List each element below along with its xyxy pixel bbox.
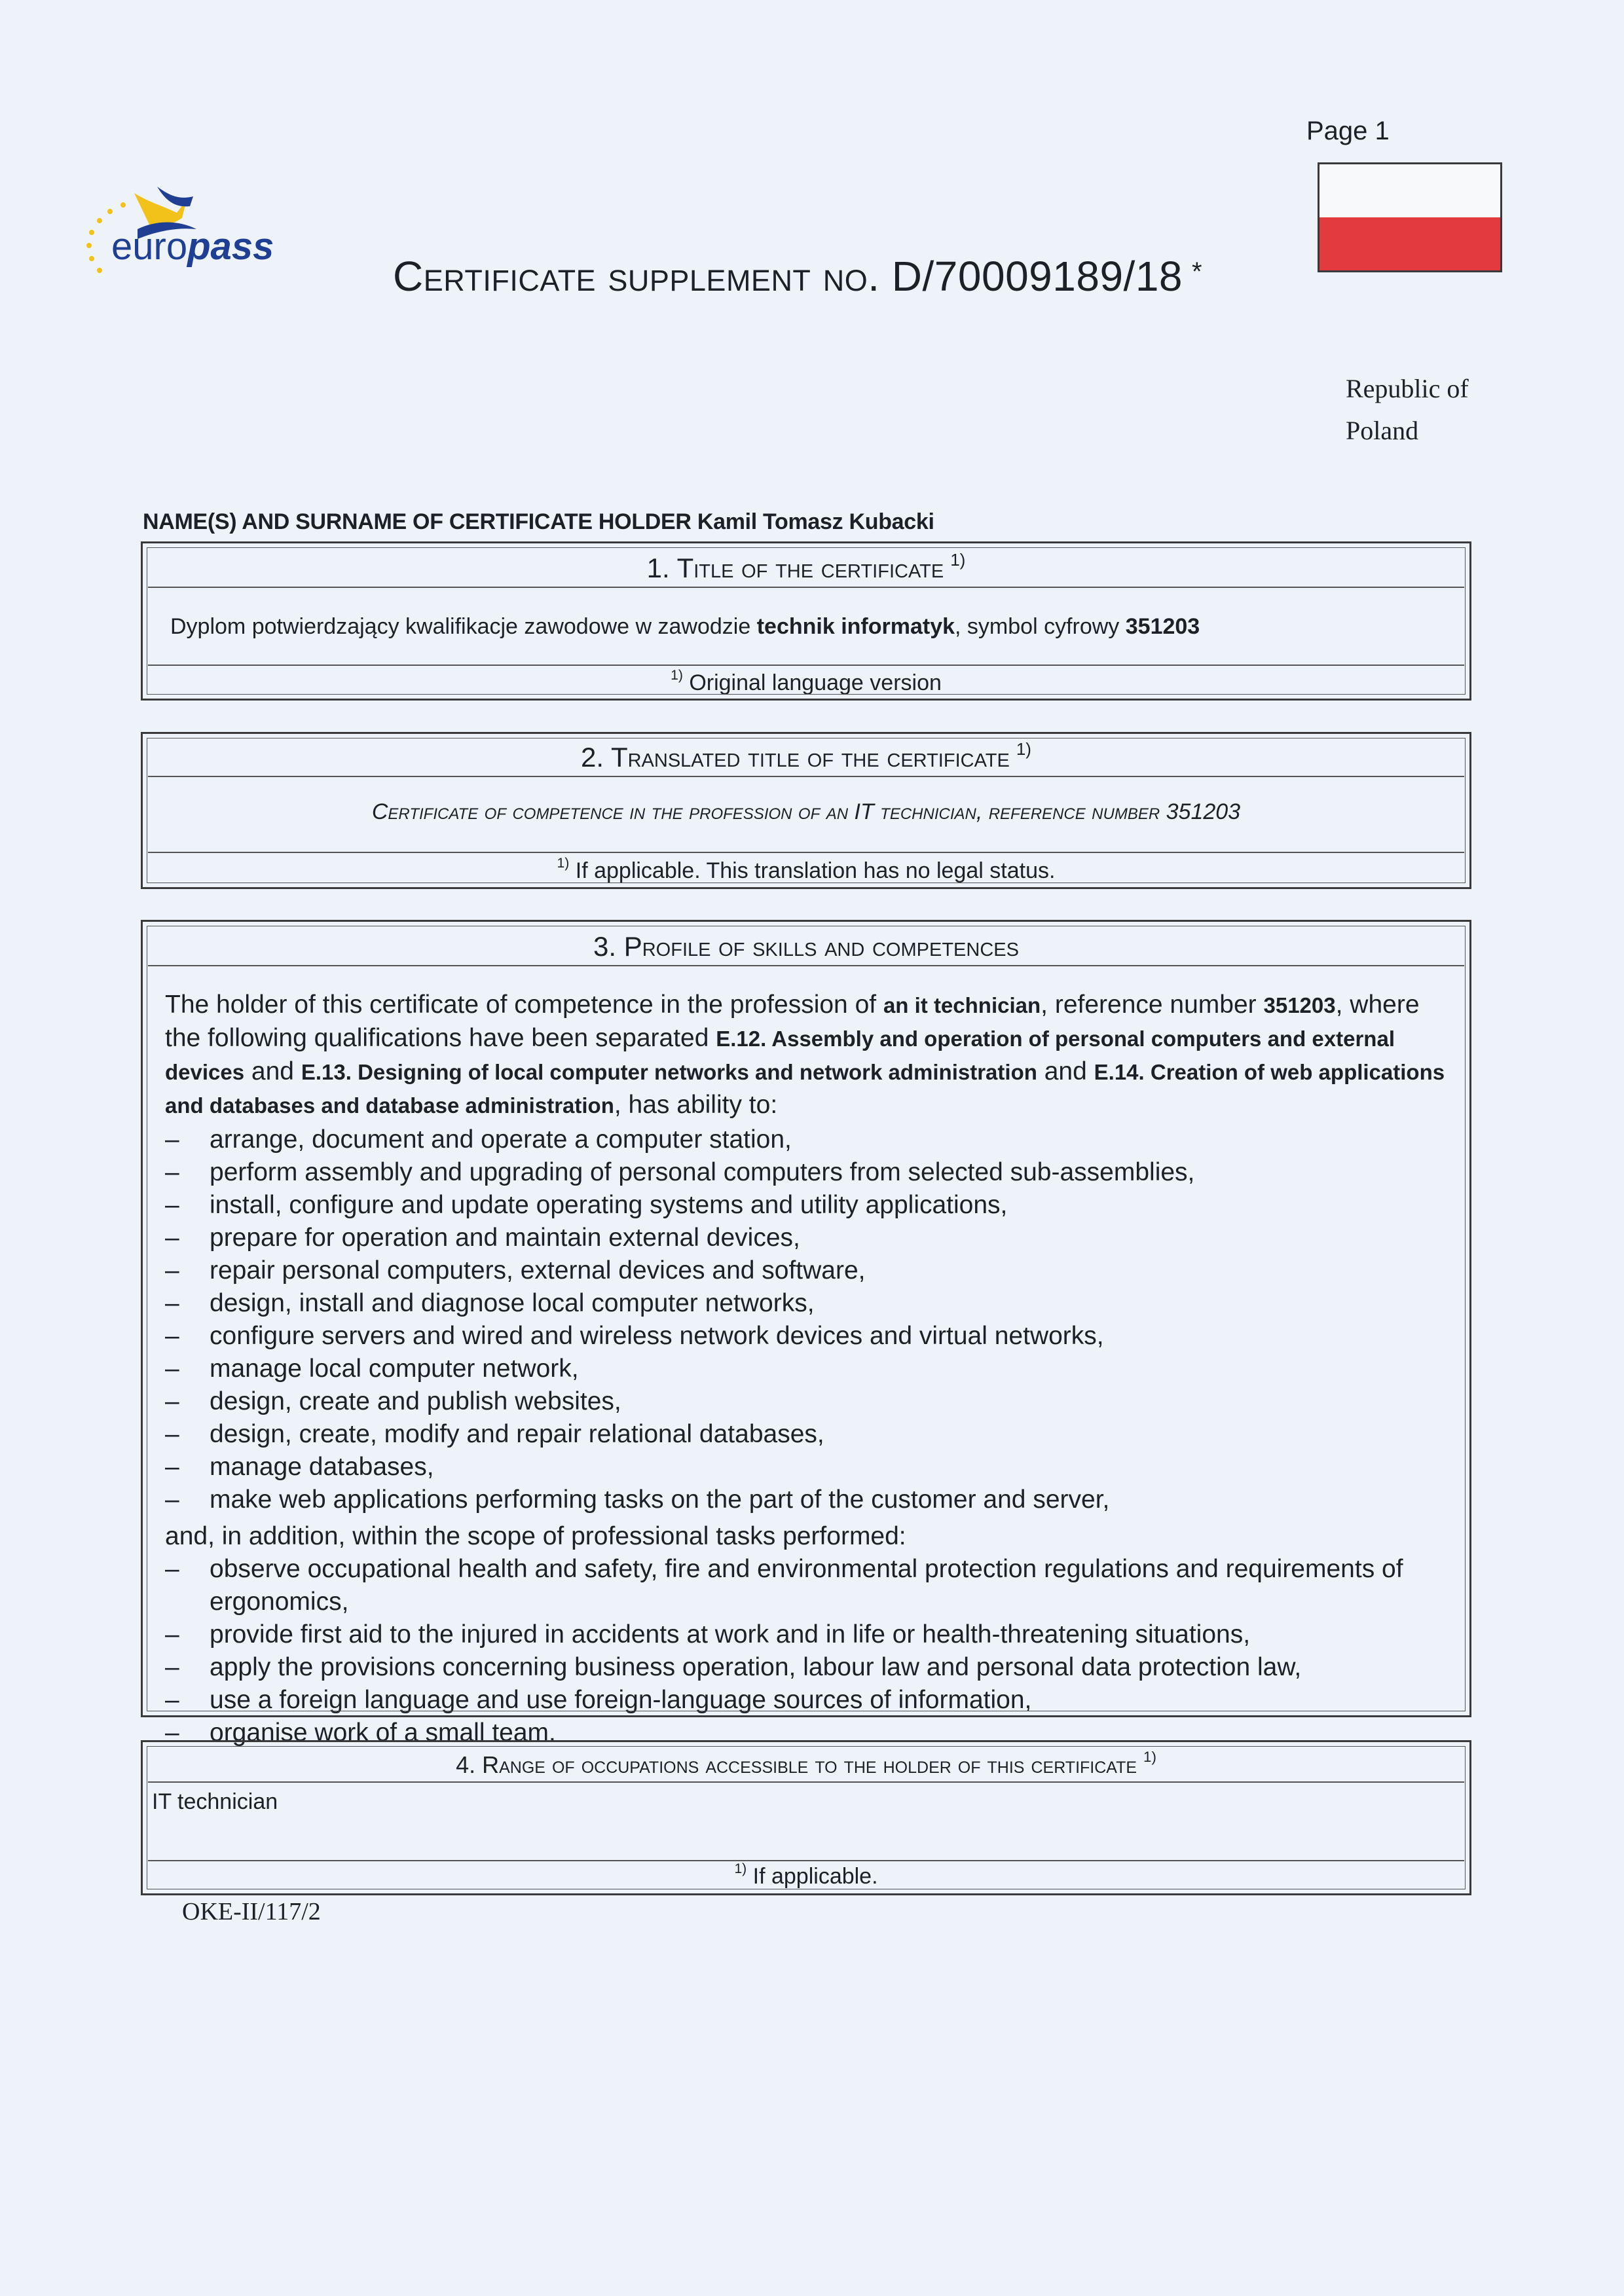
intro-text: The holder of this certificate of competence in the profession of <box>165 991 883 1019</box>
form-reference-code: OKE-II/117/2 <box>182 1898 321 1925</box>
original-title-profession: technik informatyk <box>756 614 955 639</box>
footnote-marker: 1) <box>557 856 570 871</box>
translated-title <box>143 799 1469 825</box>
qualification-name: Designing of local computer networks and network administration <box>351 1060 1037 1084</box>
list-item: – configure servers and wired and wireless network devices and virtual networks, <box>165 1320 1450 1353</box>
list-item: – make web applications performing tasks on the part of the customer and server, <box>165 1484 1450 1516</box>
title-number: D/70009189/18 <box>891 253 1183 300</box>
list-item: – apply the provisions concerning business operation, labour law and personal data protection law, <box>165 1651 1450 1684</box>
section-4-footnote <box>143 1861 1469 1889</box>
section-4-heading-text: 4. Range of occupations accessible to the holder of this certificate <box>456 1751 1137 1778</box>
original-title-text: Dyplom potwierdzający kwalifikacje zawodowe w zawodzie <box>170 614 757 639</box>
section-4-footnote-text: If applicable. <box>752 1864 878 1889</box>
intro-text: and <box>1037 1057 1094 1085</box>
intro-text: , reference number <box>1041 991 1264 1019</box>
footnote-marker: 1) <box>1016 739 1031 759</box>
original-title <box>170 614 1200 640</box>
section-2-heading-text: 2. Translated title of the certificate <box>581 742 1010 773</box>
skills-intro <box>165 989 1450 1122</box>
list-item: – observe occupational health and safety, fire and environmental protection regulations and requirements of ergonomics, <box>165 1553 1450 1618</box>
country-line-1: Republic of <box>1346 374 1469 403</box>
list-item: – repair personal computers, external devices and software, <box>165 1254 1450 1287</box>
intro-text: , has ability to: <box>614 1091 778 1119</box>
divider <box>148 965 1464 966</box>
original-title-symbol-label: , symbol cyfrowy <box>955 614 1126 639</box>
section-2-footnote-text: If applicable. This translation has no legal status. <box>575 858 1056 883</box>
intro-text: , where the following qualifications have been separated <box>165 991 1420 1052</box>
flag-red-stripe <box>1320 217 1500 270</box>
qualification-code: E.13. <box>301 1060 352 1084</box>
list-item: – arrange, document and operate a computer station, <box>165 1123 1450 1156</box>
divider <box>148 776 1464 777</box>
europass-logo <box>72 167 288 285</box>
page-title <box>393 252 1202 301</box>
list-item: – use a foreign language and use foreign-language sources of information, <box>165 1684 1450 1717</box>
divider <box>148 852 1464 853</box>
poland-flag <box>1318 162 1502 272</box>
country-line-2: Poland <box>1346 416 1419 445</box>
divider <box>148 587 1464 588</box>
qualification-code: E.12. <box>716 1027 767 1051</box>
section-1-heading-text: 1. Title of the certificate <box>646 553 944 583</box>
holder-label: NAME(S) AND SURNAME OF CERTIFICATE HOLDER <box>143 509 692 534</box>
footnote-marker: 1) <box>734 1861 747 1876</box>
footnote-marker: 1) <box>671 668 683 683</box>
section-3-heading: 3. Profile of skills and competences <box>593 931 1019 962</box>
profession-name: an it technician <box>883 993 1041 1017</box>
page-number: Page 1 <box>1306 117 1390 145</box>
qualification-name: Creation of web applications and databases and database administration <box>165 1060 1445 1118</box>
footnote-marker: 1) <box>950 550 966 570</box>
footnote-marker: 1) <box>1143 1749 1156 1765</box>
title-prefix: Certificate supplement no. <box>393 253 880 300</box>
holder-name: Kamil Tomasz Kubacki <box>697 509 934 534</box>
reference-number: 351203 <box>1263 993 1336 1017</box>
section-1-heading <box>143 550 1469 584</box>
translated-title-text: Certificate of competence in the profession of an IT technician, reference number <box>371 799 1160 824</box>
section-range-of-occupations <box>141 1740 1471 1895</box>
occupation-value: IT technician <box>152 1789 278 1814</box>
list-item: – install, configure and update operating systems and utility applications, <box>165 1189 1450 1222</box>
additional-list <box>165 1553 1450 1749</box>
additional-intro: and, in addition, within the scope of professional tasks performed: <box>165 1522 906 1550</box>
divider <box>148 1781 1464 1783</box>
list-item: – perform assembly and upgrading of personal computers from selected sub-assemblies, <box>165 1156 1450 1189</box>
skills-body <box>165 989 1450 1749</box>
intro-text: and <box>244 1057 301 1085</box>
list-item: – prepare for operation and maintain external devices, <box>165 1222 1450 1254</box>
list-item: – manage local computer network, <box>165 1353 1450 1385</box>
abilities-list <box>165 1123 1450 1516</box>
section-2-footnote <box>143 858 1469 884</box>
original-title-symbol: 351203 <box>1125 614 1200 639</box>
list-item: – manage databases, <box>165 1451 1450 1484</box>
list-item: – organise work of a small team. <box>165 1717 1450 1749</box>
title-asterisk: * <box>1192 257 1203 286</box>
section-translated-title <box>141 732 1471 889</box>
logo-text-euro: euro <box>111 225 188 268</box>
list-item: – design, install and diagnose local computer networks, <box>165 1287 1450 1320</box>
section-4-heading <box>143 1751 1469 1779</box>
list-item: – provide first aid to the injured in accidents at work and in life or health-threatening situations, <box>165 1618 1450 1651</box>
section-1-footnote-text: Original language version <box>689 670 942 695</box>
list-item: – design, create and publish websites, <box>165 1385 1450 1418</box>
qualification-name: Assembly and operation of personal computers and external devices <box>165 1027 1395 1084</box>
section-title-of-certificate <box>141 541 1471 701</box>
issuing-country <box>1346 368 1503 452</box>
logo-text-pass: pass <box>187 225 274 268</box>
list-item: – design, create, modify and repair relational databases, <box>165 1418 1450 1451</box>
section-1-footnote <box>143 670 1469 696</box>
qualification-code: E.14. <box>1094 1060 1145 1084</box>
divider <box>148 1860 1464 1861</box>
section-skills-and-competences <box>141 920 1471 1747</box>
divider <box>148 665 1464 666</box>
translated-title-number: 351203 <box>1166 799 1241 824</box>
section-2-heading <box>143 739 1469 773</box>
certificate-holder-line <box>143 509 934 535</box>
